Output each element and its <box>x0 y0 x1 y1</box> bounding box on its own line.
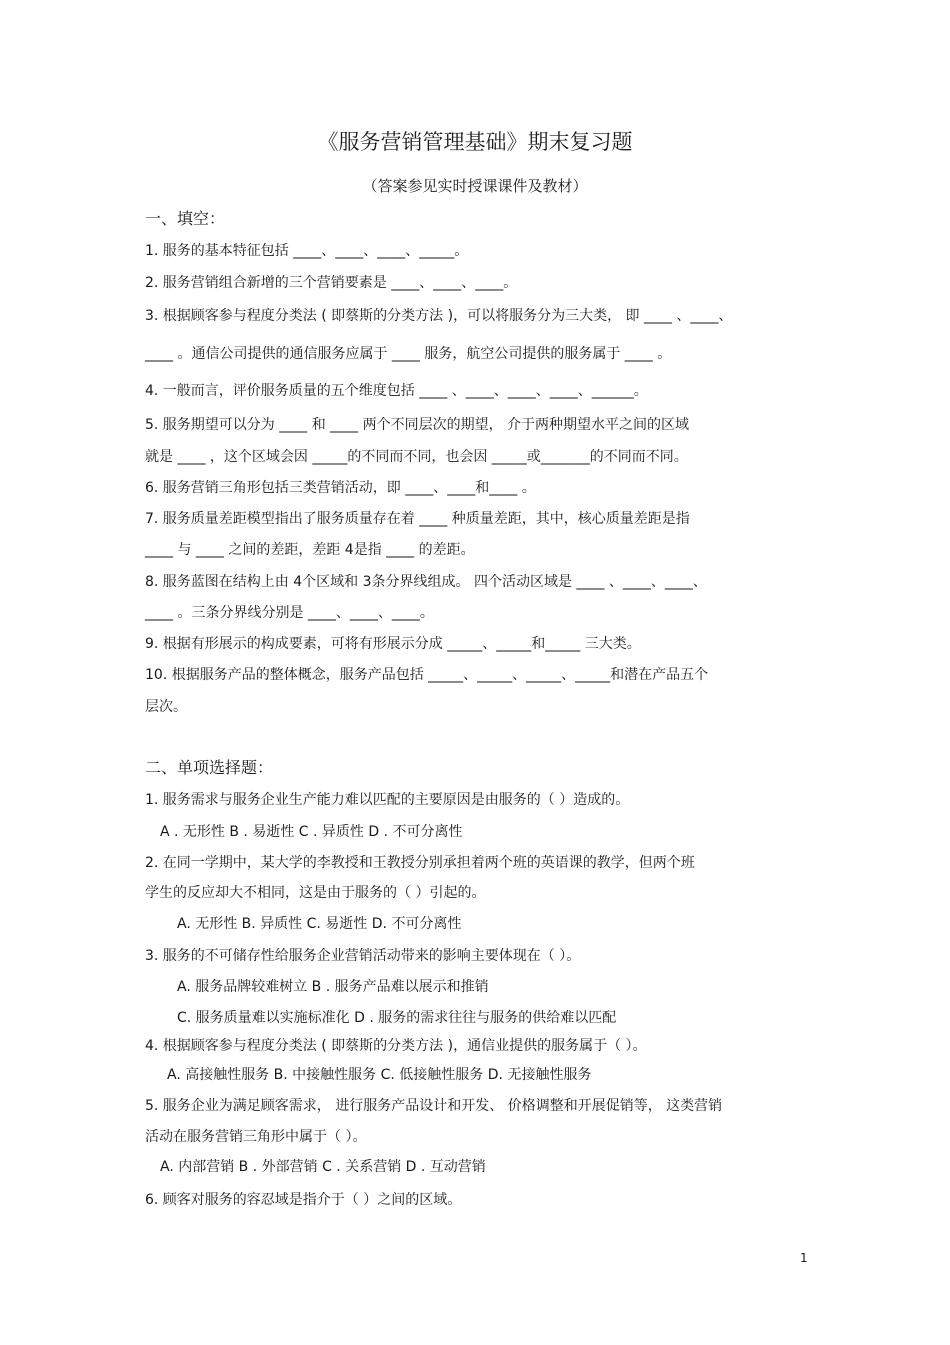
fill-question-line: 7. 服务质量差距模型指出了服务质量存在着 ____ 种质量差距，其中，核心质量差距是指 <box>145 511 690 527</box>
choice-options-line: A . 无形性 B . 易逝性 C . 异质性 D . 不可分离性 <box>160 824 463 840</box>
choice-question-line: 6. 顾客对服务的容忍域是指介于（ ）之间的区域。 <box>145 1192 462 1208</box>
fill-question-line: 5. 服务期望可以分为 ____ 和 ____ 两个不同层次的期望， 介于两种期望水平之间的区域 <box>145 417 690 433</box>
choice-options-line: A. 高接触性服务 B. 中接触性服务 C. 低接触性服务 D. 无接触性服务 <box>167 1067 592 1083</box>
choice-question-line: 2. 在同一学期中，某大学的李教授和王教授分别承担着两个班的英语课的教学，但两个班 <box>145 855 695 871</box>
document-title: 《服务营销管理基础》期末复习题 <box>317 130 633 154</box>
choice-question-line: 学生的反应却大不相同，这是由于服务的（ ）引起的。 <box>145 885 486 901</box>
fill-question-line: 就是 ____ ，这个区域会因 _____的不同而不同，也会因 _____或_______的不同而不同。 <box>145 449 688 465</box>
choice-question-line: 3. 服务的不可储存性给服务企业营销活动带来的影响主要体现在（ ）。 <box>145 948 581 964</box>
fill-question-line: 10. 根据服务产品的整体概念，服务产品包括 _____、_____、_____、_____和潜在产品五个 <box>145 667 709 683</box>
choice-question-line: 4. 根据顾客参与程度分类法 ( 即蔡斯的分类方法 )，通信业提供的服务属于（ ）。 <box>145 1038 647 1054</box>
choice-question-line: 1. 服务需求与服务企业生产能力难以匹配的主要原因是由服务的（ ）造成的。 <box>145 792 630 808</box>
fill-question-line: ____ 。通信公司提供的通信服务应属于 ____ 服务，航空公司提供的服务属于 ____ 。 <box>145 346 672 362</box>
choice-question-line: 活动在服务营销三角形中属于（ ）。 <box>145 1129 367 1145</box>
fill-question-line: 层次。 <box>145 699 187 715</box>
choice-question-line: 5. 服务企业为满足顾客需求， 进行服务产品设计和开发、 价格调整和开展促销等， 这类营销 <box>145 1098 723 1114</box>
choice-options-line: A. 服务品牌较难树立 B . 服务产品难以展示和推销 <box>177 979 489 995</box>
choice-options-line: A. 内部营销 B . 外部营销 C . 关系营销 D . 互动营销 <box>160 1159 486 1175</box>
fill-question-line: 2. 服务营销组合新增的三个营销要素是 ____、____、____。 <box>145 275 518 291</box>
fill-question-line: 8. 服务蓝图在结构上由 4个区域和 3条分界线组成。 四个活动区域是 ____ 、____、____、 <box>145 574 707 590</box>
fill-question-line: 3. 根据顾客参与程度分类法 ( 即蔡斯的分类方法 )，可以将服务分为三大类， 即 ____ 、____、 <box>145 308 733 324</box>
fill-question-line: 9. 根据有形展示的构成要素，可将有形展示分成 _____、_____和_____ 三大类。 <box>145 636 641 652</box>
section-heading-single-choice: 二、单项选择题： <box>145 758 274 777</box>
choice-options-line: A. 无形性 B. 异质性 C. 易逝性 D. 不可分离性 <box>177 916 462 932</box>
fill-question-line: ____ 。三条分界线分别是 ____、____、____。 <box>145 605 434 621</box>
choice-options-line: C. 服务质量难以实施标准化 D . 服务的需求往往与服务的供给难以匹配 <box>177 1010 617 1026</box>
fill-question-line: 6. 服务营销三角形包括三类营销活动，即 ____、____和____ 。 <box>145 480 536 496</box>
page-number: 1 <box>800 1251 808 1265</box>
section-heading-fill-in: 一、填空： <box>145 209 226 228</box>
document-subtitle: （答案参见实时授课课件及教材） <box>362 177 588 195</box>
fill-question-line: 1. 服务的基本特征包括 ____、____、____、_____。 <box>145 243 469 259</box>
fill-question-line: 4. 一般而言，评价服务质量的五个维度包括 ____ 、____、____、____、______。 <box>145 383 648 399</box>
fill-question-line: ____ 与 ____ 之间的差距，差距 4是指 ____ 的差距。 <box>145 542 475 558</box>
